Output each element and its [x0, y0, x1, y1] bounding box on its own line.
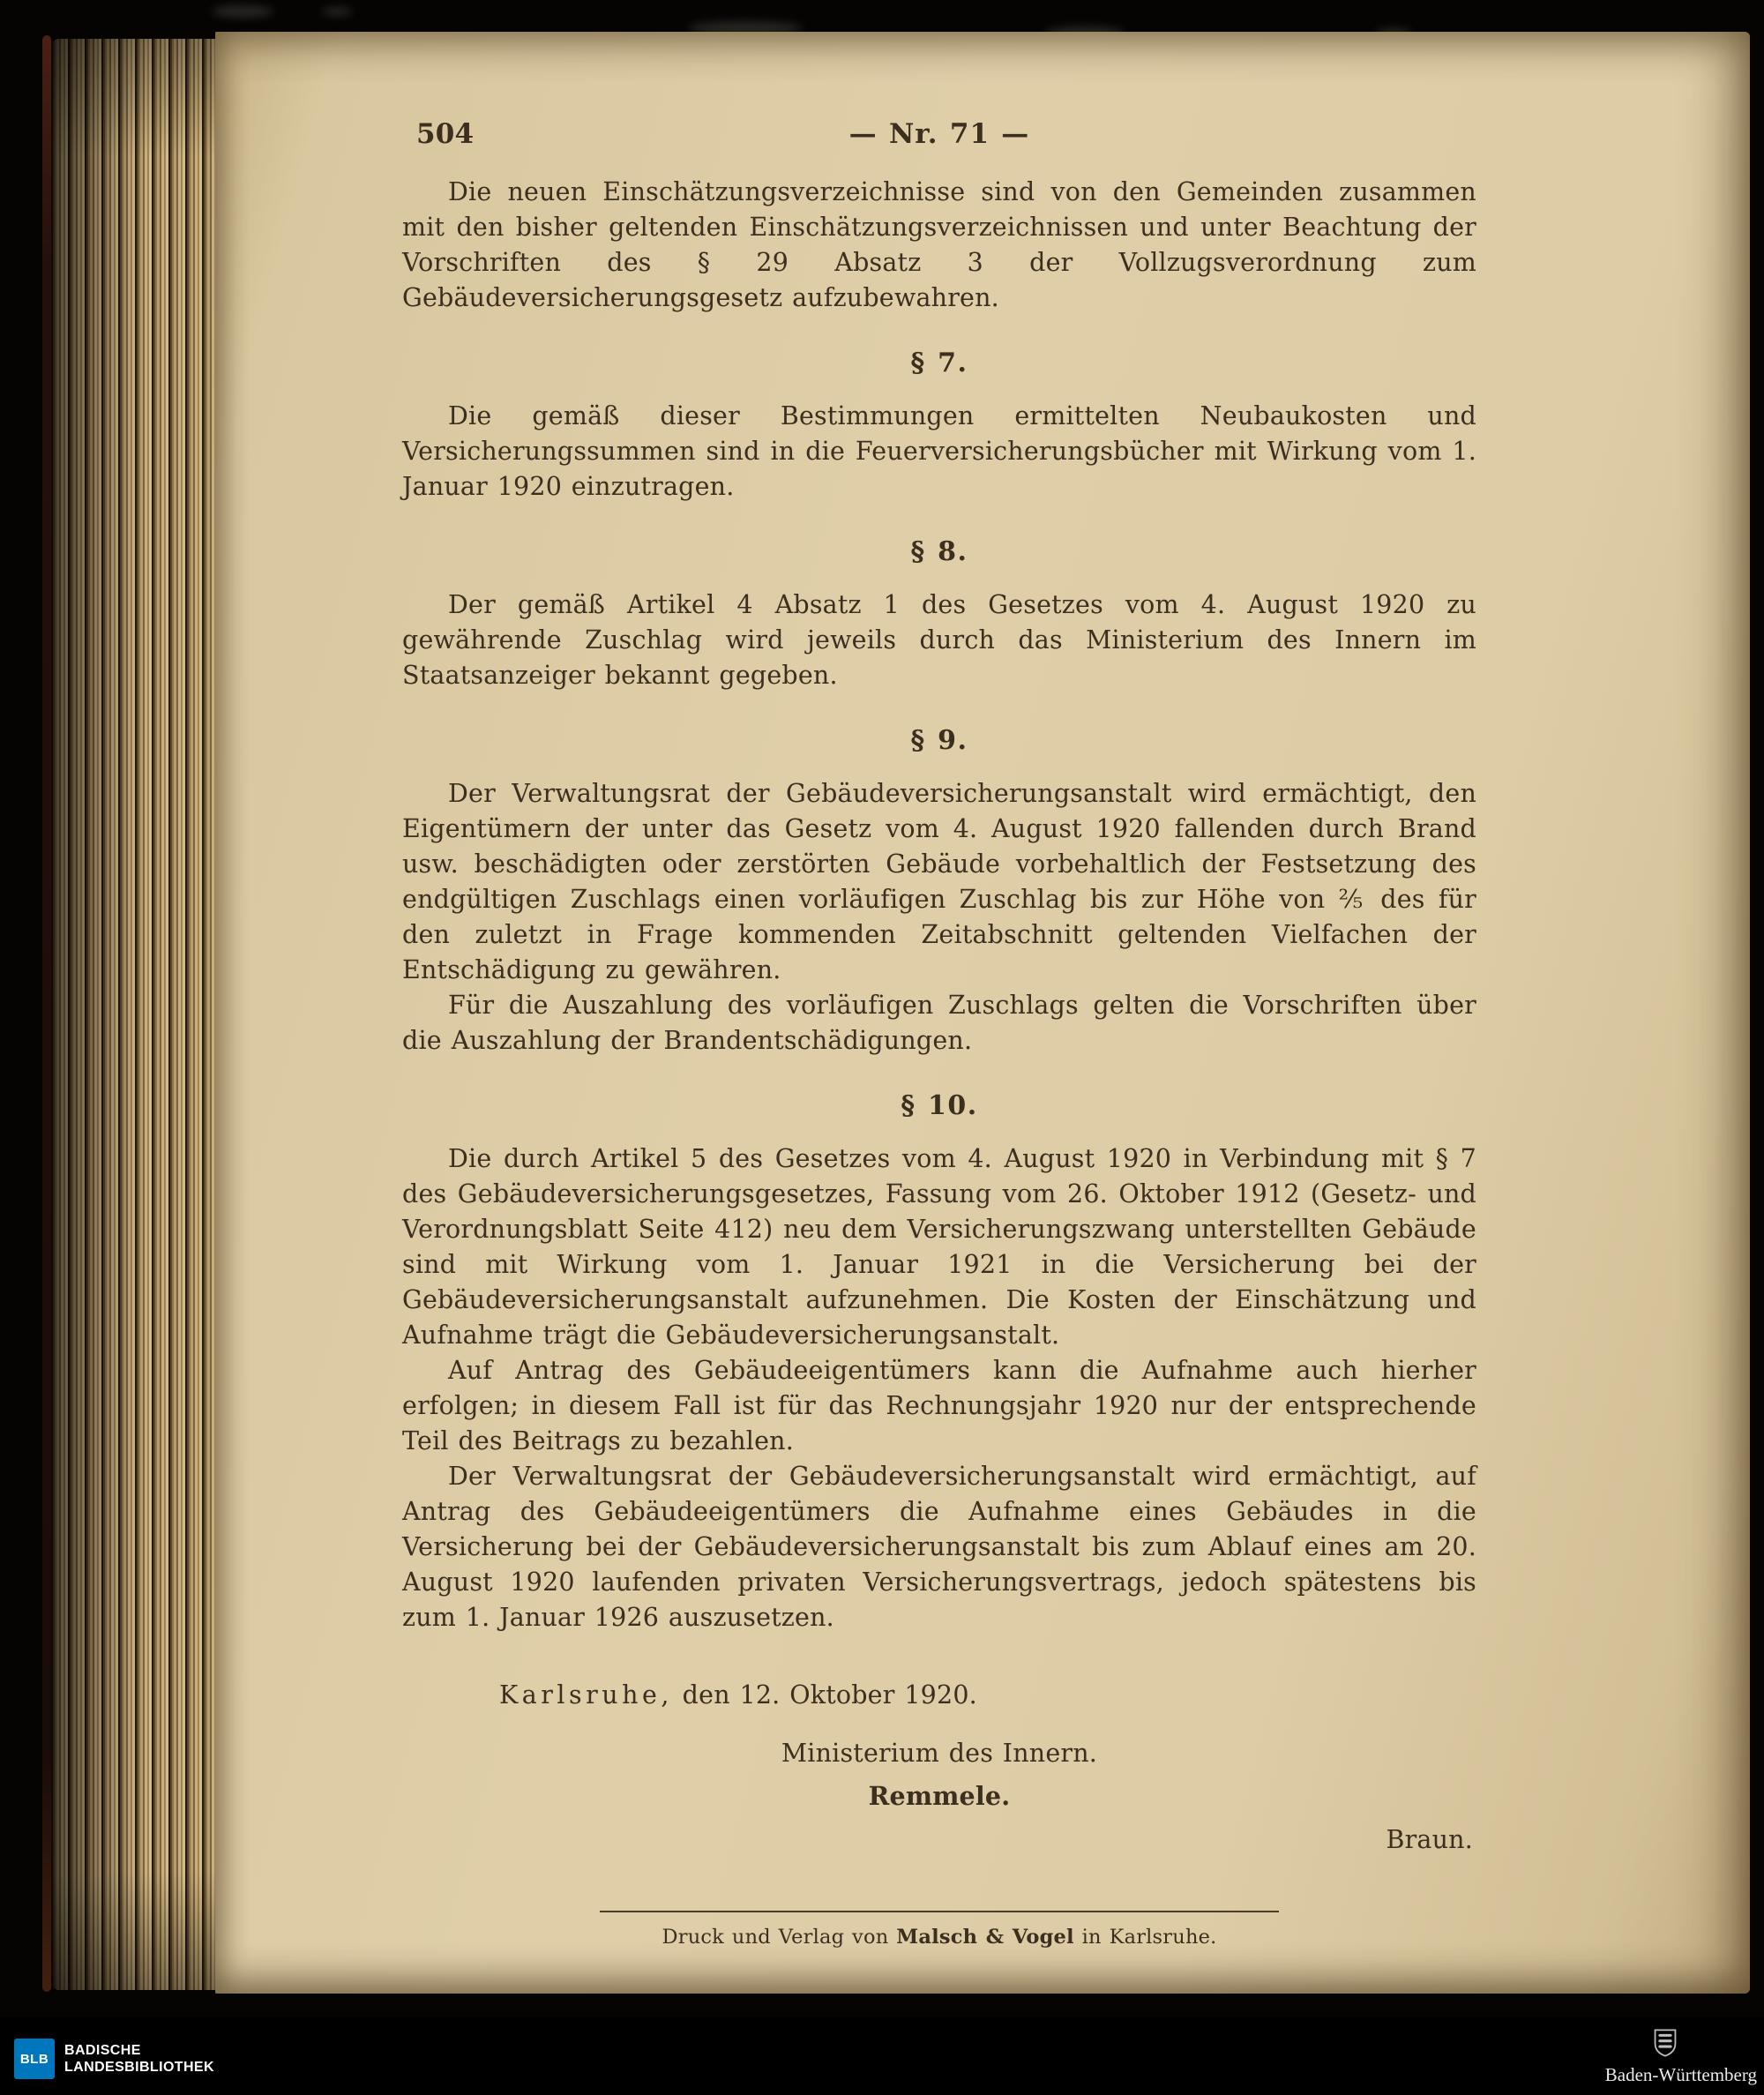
signature-braun: Braun.: [1386, 1825, 1473, 1854]
section-heading-8: § 8.: [910, 536, 968, 567]
page-header: [402, 116, 1476, 153]
section-heading-9: § 9.: [910, 725, 968, 756]
blb-branding: [14, 2039, 214, 2079]
scanned-page: [215, 32, 1750, 1994]
imprint-publisher: Malsch & Vogel: [896, 1926, 1074, 1949]
paragraph: Der gemäß Artikel 4 Absatz 1 des Gesetzes vom 4. August 1920 zu gewährende Zuschlag wird jeweils durch das Ministerium des Innern im Staatsanzeiger bekannt gegeben.: [402, 590, 1476, 690]
dateline-rest: den 12. Oktober 1920.: [672, 1680, 977, 1710]
library-name: [64, 2042, 214, 2076]
scan-smudge: [322, 7, 352, 16]
scan-smudge: [212, 5, 273, 18]
imprint-divider: [600, 1911, 1279, 1912]
baden-wuerttemberg-coat-of-arms-icon: [1653, 2028, 1678, 2058]
dateline: [402, 1678, 1476, 1713]
imprint-pre: Druck und Verlag von: [662, 1926, 897, 1949]
dateline-city: Karlsruhe,: [499, 1680, 673, 1710]
paragraph: Für die Auszahlung des vorläufigen Zuschlags gelten die Vorschriften über die Auszahlung der Brandentschädigungen.: [402, 991, 1476, 1055]
library-footer-bar: [0, 2017, 1764, 2095]
library-name-line2: LANDESBIBLIOTHEK: [64, 2060, 214, 2075]
region-label: Baden-Württemberg: [1604, 2064, 1757, 2085]
section-heading-10: § 10.: [901, 1090, 978, 1121]
blb-logo-icon: BLB: [14, 2039, 55, 2079]
signature-remmele: Remmele.: [868, 1781, 1011, 1811]
paragraph: Der Verwaltungsrat der Gebäudeversicherungsanstalt wird ermächtigt, auf Antrag des Gebäudeeigentümers die Aufnahme eines Gebäudes in die Versicherung bei der Gebäudeversicherungsanstalt bis zum Ablauf eines am 20. August 1920 laufenden privaten Versicherungsvertrags, jedoch spätestens bis zum 1. Januar 1926 auszusetzen.: [402, 1462, 1476, 1632]
ministry-line: Ministerium des Innern.: [781, 1739, 1098, 1768]
paragraph: Auf Antrag des Gebäudeeigentümers kann die Aufnahme auch hierher erfolgen; in diesem Fall ist für das Rechnungsjahr 1920 nur der entsprechende Teil des Beitrags zu bezahlen.: [402, 1356, 1476, 1455]
imprint-block: [402, 1911, 1476, 1955]
library-name-line1: BADISCHE: [64, 2042, 141, 2058]
paragraph-intro: Die neuen Einschätzungsverzeichnisse sind von den Gemeinden zusammen mit den bisher geltenden Einschätzungsverzeichnissen und unter Beachtung der Vorschriften des § 29 Absatz 3 der Vollzugsverordnung zum Gebäudeversicherungsgesetz aufzubewahren.: [402, 177, 1476, 312]
imprint-line: [402, 1919, 1476, 1955]
section-heading-7: § 7.: [910, 348, 968, 378]
page-text: [402, 116, 1476, 1955]
imprint-post: in Karlsruhe.: [1073, 1926, 1217, 1949]
paragraph: Die durch Artikel 5 des Gesetzes vom 4. August 1920 in Verbindung mit § 7 des Gebäudeversicherungsgesetzes, Fassung vom 26. Oktober 1912 (Gesetz- und Verordnungsblatt Seite 412) neu dem Versicherungszwang unterstellten Gebäude sind mit Wirkung vom 1. Januar 1921 in die Versicherung bei der Gebäudeversicherungsanstalt aufzunehmen. Die Kosten der Einschätzung und Aufnahme trägt die Gebäudeversicherungsanstalt.: [402, 1144, 1476, 1350]
paragraph: Der Verwaltungsrat der Gebäudeversicherungsanstalt wird ermächtigt, den Eigentümern der unter das Gesetz vom 4. August 1920 fallenden durch Brand usw. beschädigten oder zerstörten Gebäude vorbehaltlich der Festsetzung des endgültigen Zuschlags einen vorläufigen Zuschlag bis zur Höhe von ⅖ des für den zuletzt in Frage kommenden Zeitabschnitt geltenden Vielfachen der Entschädigung zu gewähren.: [402, 779, 1476, 984]
book-cover-edge: [42, 35, 51, 1992]
issue-number-header: — Nr. 71 —: [848, 118, 1030, 150]
book-page-edges: [51, 39, 217, 1990]
paragraph: Die gemäß dieser Bestimmungen ermittelten Neubaukosten und Versicherungssummen sind in die Feuerversicherungsbücher mit Wirkung vom 1. Januar 1920 einzutragen.: [402, 401, 1476, 501]
page-number: 504: [416, 118, 475, 150]
